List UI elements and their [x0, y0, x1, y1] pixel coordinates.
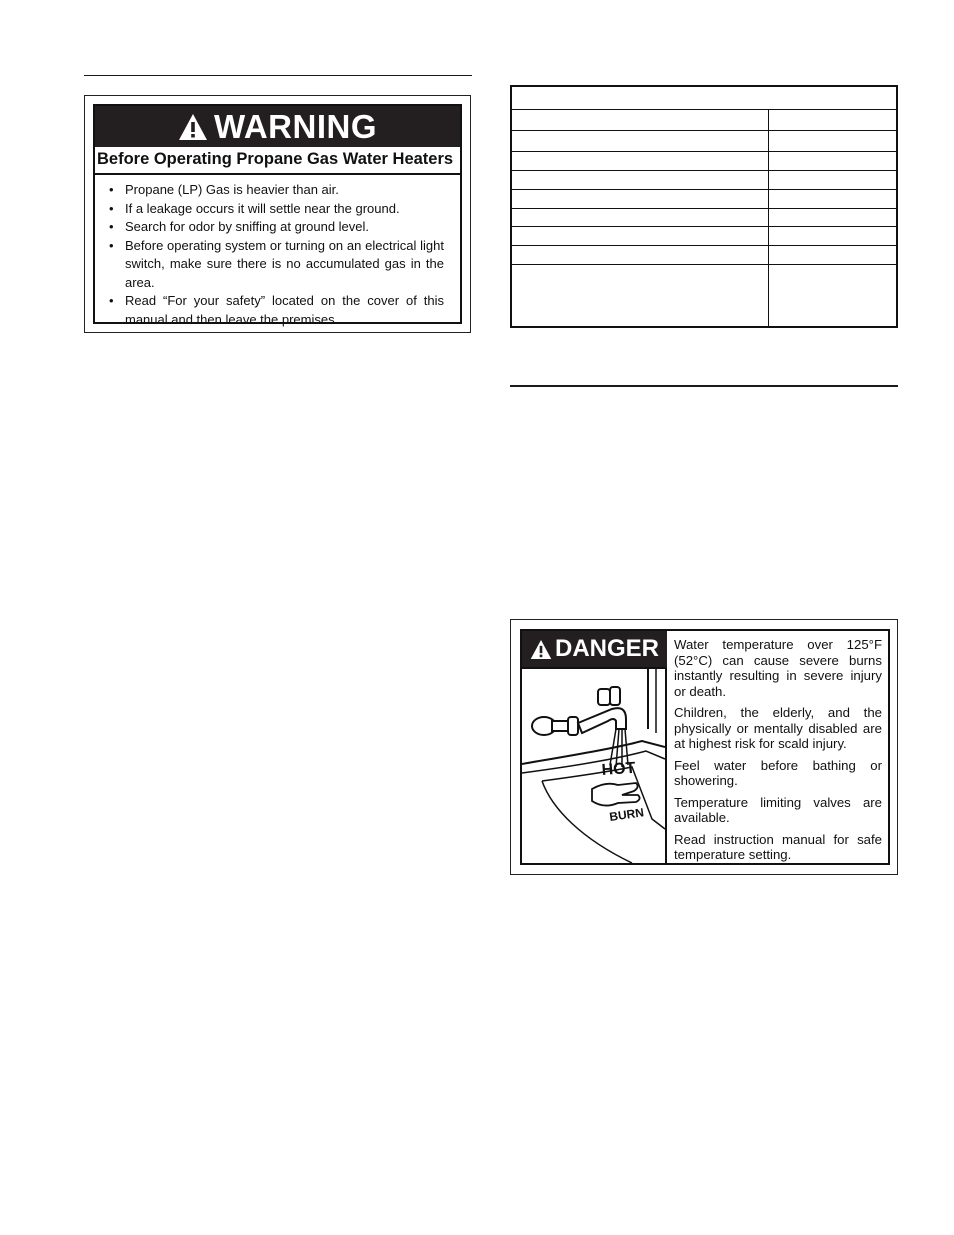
table-row — [512, 264, 896, 265]
warning-frame — [93, 104, 462, 327]
scald-illustration — [522, 667, 667, 863]
warning-item: • Search for odor by sniffing at ground level. — [117, 218, 444, 237]
warning-subtitle: Before Operating Propane Gas Water Heaters — [95, 147, 460, 175]
table-row — [512, 109, 896, 110]
table-row — [512, 151, 896, 152]
burn-label: BURN — [608, 805, 645, 824]
warning-item: • If a leakage occurs it will settle near the ground. — [117, 200, 444, 219]
warning-list — [95, 175, 460, 329]
danger-text — [674, 637, 882, 869]
table-column-divider — [768, 110, 769, 326]
right-section-rule — [510, 385, 898, 387]
faucet-hand-illustration — [522, 669, 665, 863]
danger-paragraph: Feel water before bathing or showering. — [674, 757, 882, 788]
warning-item: • Propane (LP) Gas is heavier than air. — [117, 181, 444, 200]
table-row — [512, 226, 896, 227]
table-row — [512, 189, 896, 190]
warning-item: • Before operating system or turning on an electrical light switch, make sure there is no accumulated gas in the area. — [117, 237, 444, 293]
warning-item: • Read “For your safety” located on the cover of this manual and then leave the premises. — [117, 292, 444, 329]
danger-paragraph: Water temperature over 125°F (52°C) can cause severe burns instantly resulting in severe injury or death. — [674, 637, 882, 699]
hot-label: HOT — [601, 759, 636, 779]
propane-warning-label — [84, 95, 471, 333]
danger-frame — [520, 629, 890, 865]
danger-paragraph: Children, the elderly, and the physically or mentally disabled are at highest risk for scald injury. — [674, 705, 882, 751]
scald-danger-label — [510, 619, 898, 875]
danger-banner — [522, 631, 667, 667]
left-section-rule — [84, 75, 472, 76]
warning-triangle-icon — [178, 113, 208, 141]
table-row — [512, 170, 896, 171]
warning-triangle-icon — [530, 639, 552, 660]
specification-table — [510, 85, 898, 328]
warning-banner — [95, 106, 460, 147]
table-row — [512, 130, 896, 131]
table-row — [512, 208, 896, 209]
danger-title: DANGER — [555, 635, 660, 662]
danger-paragraph: Read instruction manual for safe temperature setting. — [674, 831, 882, 862]
danger-paragraph: Temperature limiting valves are available. — [674, 794, 882, 825]
table-row — [512, 245, 896, 246]
warning-title: WARNING — [214, 107, 377, 145]
